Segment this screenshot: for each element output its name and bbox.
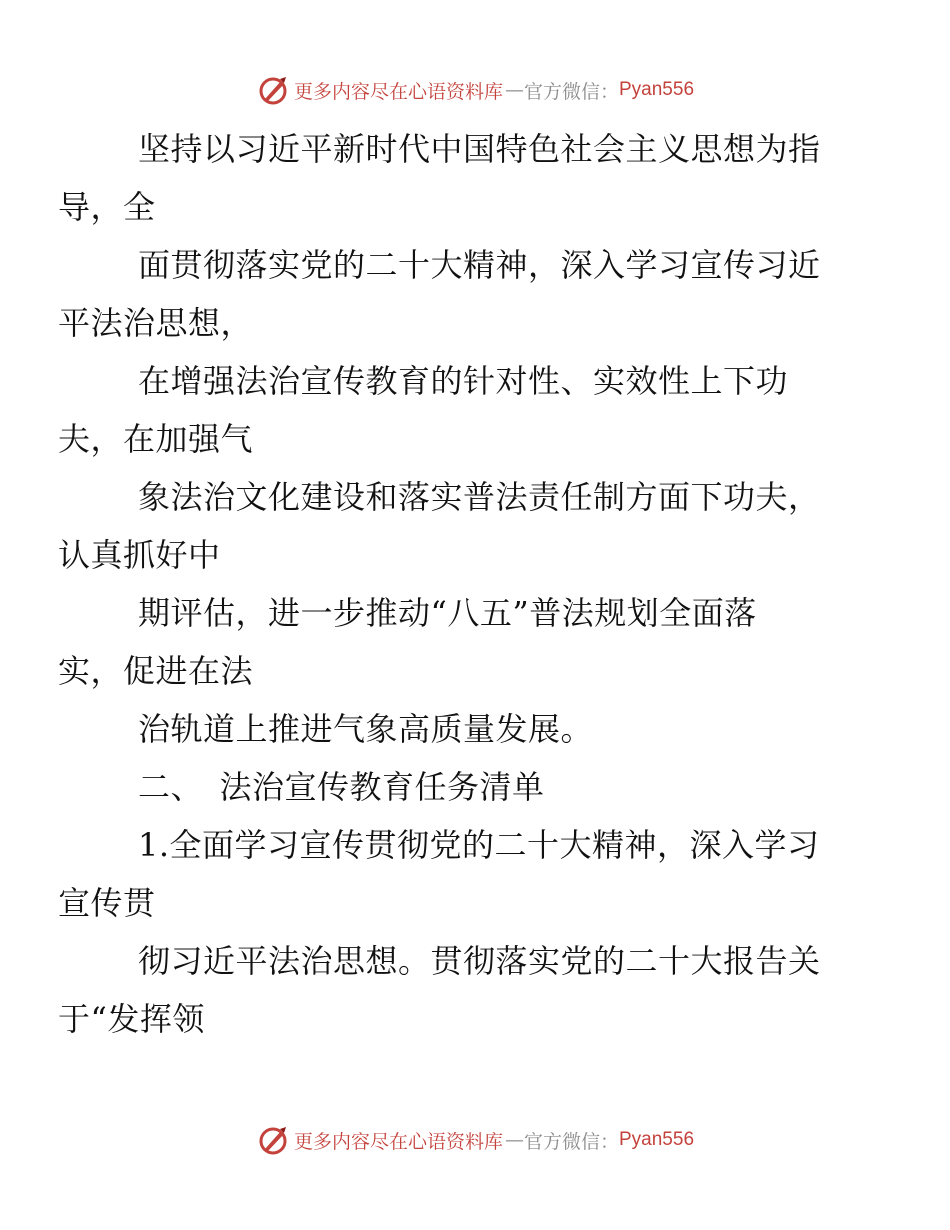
paragraph-5-line1: 期评估，进一步推动“八五”普法规划全面落 bbox=[138, 594, 757, 632]
paragraph-9 bbox=[58, 932, 858, 1048]
quill-logo-icon bbox=[256, 73, 290, 107]
footer-account: Pyan556 bbox=[619, 1129, 695, 1150]
paragraph-5 bbox=[58, 584, 858, 700]
paragraph-2-line2: 平法治思想， bbox=[58, 304, 254, 342]
section-heading-text: 二、 法治宣传教育任务清单 bbox=[138, 768, 545, 806]
paragraph-1 bbox=[58, 120, 858, 236]
header-banner bbox=[0, 70, 950, 110]
paragraph-9-line1: 彻习近平法治思想。贯彻落实党的二十大报告关 bbox=[138, 942, 821, 980]
paragraph-8 bbox=[58, 816, 858, 932]
paragraph-8-line2: 宣传贯 bbox=[58, 884, 156, 922]
paragraph-9-line2: 于“发挥领 bbox=[58, 1000, 205, 1038]
paragraph-4 bbox=[58, 468, 858, 584]
paragraph-8-line1: 1.全面学习宣传贯彻党的二十大精神，深入学习 bbox=[138, 826, 820, 864]
footer-main-text: 更多内容尽在心语资料库 bbox=[293, 1130, 503, 1153]
header-account: Pyan556 bbox=[619, 79, 695, 100]
footer-sub-text: 官方微信： bbox=[523, 1130, 619, 1153]
header-sub-text: 官方微信： bbox=[523, 80, 619, 103]
paragraph-4-line2: 认真抓好中 bbox=[58, 536, 221, 574]
paragraph-6 bbox=[98, 700, 858, 758]
paragraph-3 bbox=[58, 352, 858, 468]
paragraph-1-line2: 导，全 bbox=[58, 188, 156, 226]
paragraph-4-line1: 象法治文化建设和落实普法责任制方面下功夫， bbox=[138, 478, 821, 516]
footer-separator: — bbox=[504, 1129, 524, 1151]
paragraph-5-line2: 实，促进在法 bbox=[58, 652, 254, 690]
section-heading bbox=[98, 758, 858, 816]
document-body bbox=[58, 120, 858, 1048]
paragraph-3-line1: 在增强法治宣传教育的针对性、实效性上下功 bbox=[138, 362, 789, 400]
paragraph-1-line1: 坚持以习近平新时代中国特色社会主义思想为指 bbox=[138, 130, 821, 168]
paragraph-2-line1: 面贯彻落实党的二十大精神，深入学习宣传习近 bbox=[138, 246, 821, 284]
header-separator: — bbox=[504, 79, 524, 101]
footer-banner bbox=[0, 1120, 950, 1160]
quill-logo-icon bbox=[256, 1123, 290, 1157]
header-main-text: 更多内容尽在心语资料库 bbox=[293, 80, 503, 103]
paragraph-6-line1: 治轨道上推进气象高质量发展。 bbox=[138, 710, 594, 748]
paragraph-3-line2: 夫，在加强气 bbox=[58, 420, 254, 458]
paragraph-2 bbox=[58, 236, 858, 352]
